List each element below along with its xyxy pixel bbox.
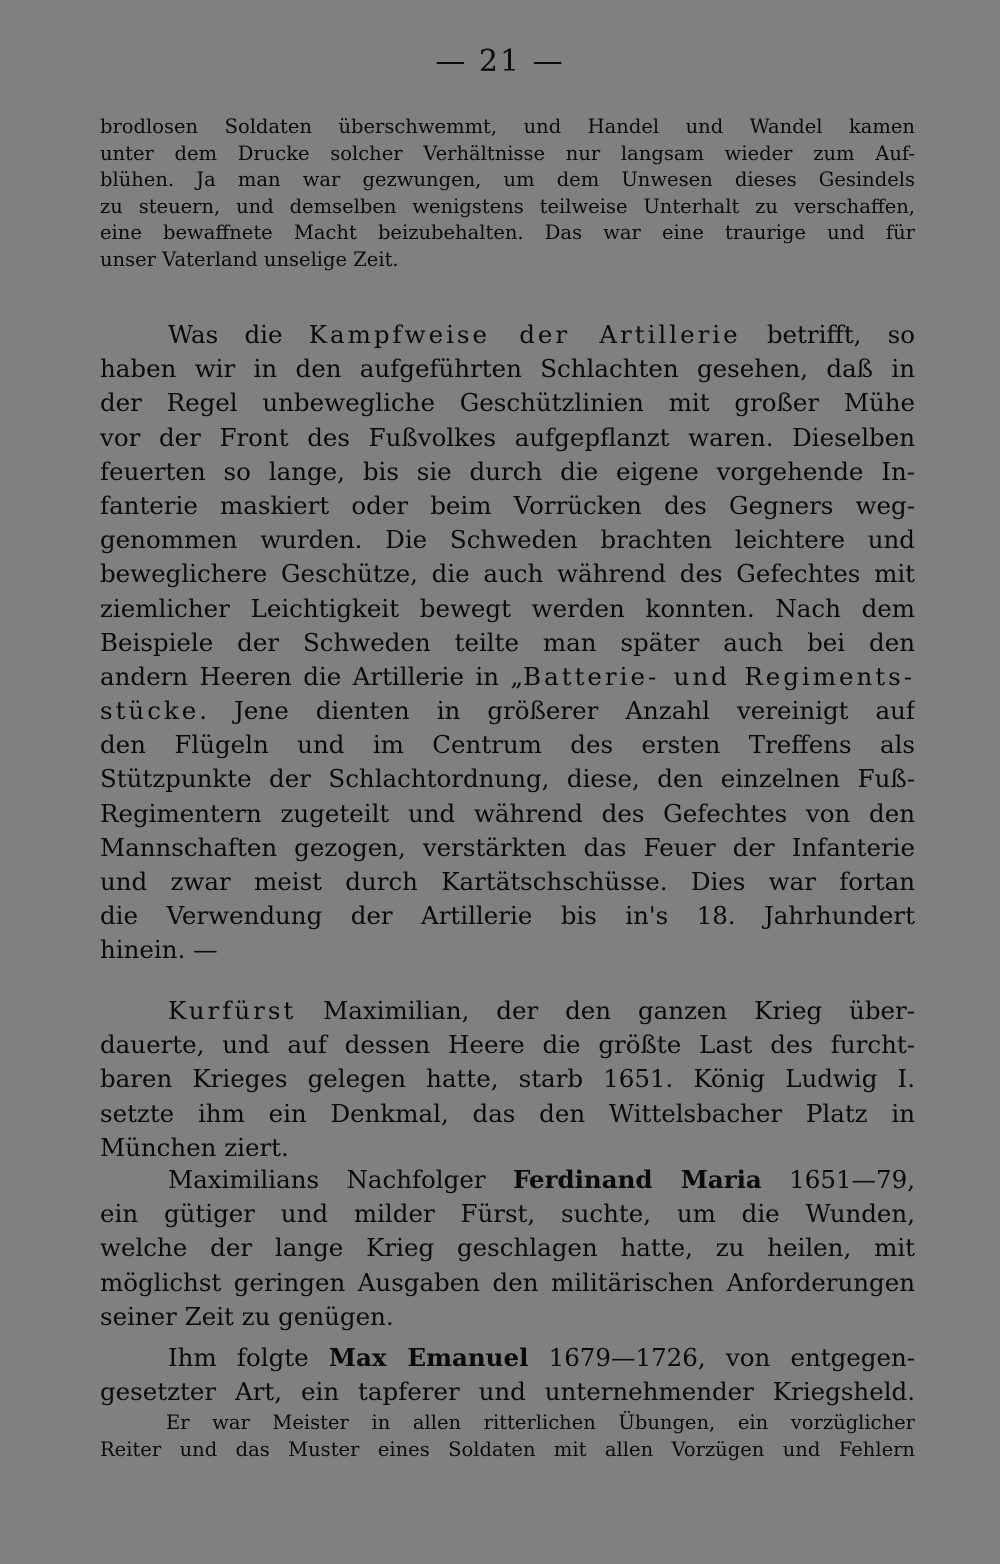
text-line — [100, 1163, 915, 1197]
text-line: seiner Zeit zu genügen. — [100, 1301, 394, 1331]
text-line: München ziert. — [100, 1132, 289, 1162]
text-line: unser Vaterland unselige Zeit. — [100, 247, 399, 271]
text-line: Stützpunkte der Schlachtordnung, diese, den einzelnen Fuß- — [100, 764, 915, 794]
emphasized-term: Kurfürst — [168, 996, 297, 1025]
note-paragraph — [100, 1410, 915, 1463]
text-span: Maximilian, der den ganzen Krieg über- — [296, 996, 915, 1025]
intro-paragraph — [100, 114, 915, 274]
text-line — [100, 660, 915, 694]
text-line: welche der lange Krieg geschlagen hatte, zu heilen, mit — [100, 1233, 915, 1263]
artillery-paragraph — [100, 318, 915, 968]
emphasized-term: stücke — [100, 696, 200, 726]
text-line — [100, 694, 915, 728]
text-line: gesetzter Art, ein tapferer und unternehmender Kriegsheld. — [100, 1377, 915, 1407]
text-line: Regimentern zugeteilt und während des Gefechtes von den — [100, 798, 915, 828]
kurfuerst-paragraph — [100, 994, 915, 1165]
text-line: blühen. Ja man war gezwungen, um dem Unwesen dieses Gesindels — [100, 168, 915, 192]
text-line: fanterie maskiert oder beim Vorrücken des Gegners weg- — [100, 490, 915, 520]
text-span: Er war Meister in allen ritterlichen Übungen, ein vorzüglicher — [166, 1411, 915, 1434]
text-line: eine bewaffnete Macht beizubehalten. Das war eine traurige und für — [100, 221, 915, 245]
text-line — [100, 994, 915, 1028]
text-line: Beispiele der Schweden teilte man später auch bei den — [100, 627, 915, 657]
emphasized-name: Max Emanuel — [328, 1343, 529, 1372]
text-span: Maximilians Nachfolger — [168, 1165, 513, 1194]
text-line — [100, 318, 915, 352]
text-span: betrifft, so — [740, 320, 915, 349]
text-line: ein gütiger und milder Fürst, suchte, um die Wunden, — [100, 1199, 915, 1229]
text-line: hinein. — — [100, 935, 218, 965]
page-number: — 21 — — [435, 44, 565, 79]
text-line: brodlosen Soldaten überschwemmt, und Handel und Wandel kamen — [100, 115, 915, 138]
text-line: feuerten so lange, bis sie durch die eigene vorgehende In- — [100, 456, 915, 486]
text-span: . Jene dienten in größerer Anzahl vereinigt auf — [199, 696, 915, 726]
text-line: Reiter und das Muster eines Soldaten mit allen Vorzügen und Fehlern — [100, 1437, 915, 1461]
text-line: die Verwendung der Artillerie bis in's 18. Jahrhundert — [100, 901, 915, 931]
text-line: beweglichere Geschütze, die auch während des Gefechtes mit — [100, 559, 915, 589]
text-line: zu steuern, und demselben wenigstens teilweise Unterhalt zu verschaffen, — [100, 194, 915, 218]
text-line: der Regel unbewegliche Geschützlinien mit großer Mühe — [100, 388, 915, 418]
text-span: Ihm folgte — [168, 1343, 329, 1372]
max-emanuel-paragraph — [100, 1341, 915, 1409]
text-line: baren Krieges gelegen hatte, starb 1651. König Ludwig I. — [100, 1064, 915, 1094]
text-line — [100, 1341, 915, 1375]
text-line: haben wir in den aufgeführten Schlachten gesehen, daß in — [100, 354, 915, 384]
text-line: setzte ihm ein Denkmal, das den Wittelsbacher Platz in — [100, 1098, 915, 1128]
text-line: dauerte, und auf dessen Heere die größte Last des furcht- — [100, 1030, 915, 1060]
text-line: genommen wurden. Die Schweden brachten leichtere und — [100, 525, 915, 555]
text-span: andern Heeren die Artillerie in „ — [100, 661, 524, 691]
text-span: Was die — [168, 320, 309, 349]
text-span: 1651—79, — [761, 1165, 915, 1194]
text-line: vor der Front des Fußvolkes aufgepflanzt waren. Dieselben — [100, 422, 915, 452]
emphasized-term: Batterie- und Regiments- — [523, 661, 915, 691]
text-line: unter dem Drucke solcher Verhältnisse nur langsam wieder zum Auf- — [100, 141, 915, 165]
emphasized-term: Kampfweise der Artillerie — [308, 320, 741, 349]
text-line: möglichst geringen Ausgaben den militärischen Anforderungen — [100, 1267, 915, 1297]
emphasized-name: Ferdinand Maria — [512, 1165, 762, 1194]
text-line: Mannschaften gezogen, verstärkten das Feuer der Infanterie — [100, 832, 915, 862]
text-line: den Flügeln und im Centrum des ersten Treffens als — [100, 730, 915, 760]
text-line: und zwar meist durch Kartätschschüsse. Dies war fortan — [100, 867, 915, 896]
text-line — [100, 1410, 915, 1437]
text-line: ziemlicher Leichtigkeit bewegt werden konnten. Nach dem — [100, 593, 915, 623]
ferdinand-paragraph — [100, 1163, 915, 1334]
text-span: 1679—1726, von entgegen- — [528, 1343, 915, 1372]
